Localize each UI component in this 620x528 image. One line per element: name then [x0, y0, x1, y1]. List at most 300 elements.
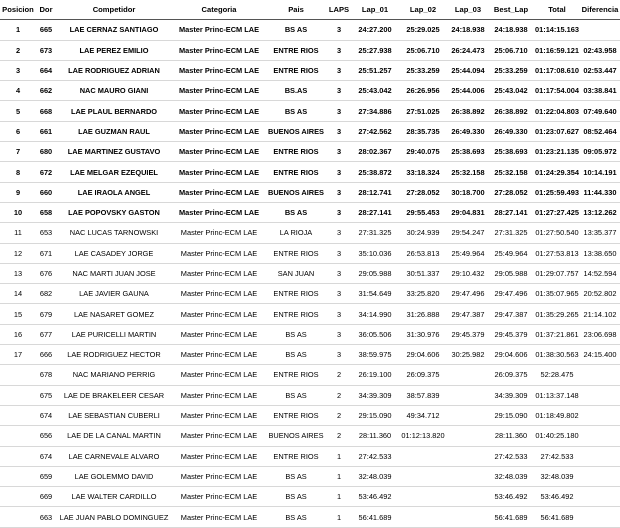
lap-01-cell: 25:27.938	[352, 40, 398, 60]
position-cell: 1	[0, 20, 36, 40]
lap-03-cell: 29:04.831	[448, 202, 488, 222]
category-cell: Master Princ-ECM LAE	[172, 324, 266, 344]
laps-cell: 3	[326, 101, 352, 121]
dorsal-cell: 661	[36, 121, 56, 141]
table-row	[0, 162, 620, 182]
position-cell	[0, 507, 36, 527]
header-laps: LAPS	[326, 0, 352, 20]
position-cell	[0, 405, 36, 425]
position-cell: 17	[0, 345, 36, 365]
lap-02-cell: 30:51.337	[398, 263, 448, 283]
lap-01-cell: 56:41.689	[352, 507, 398, 527]
laps-cell: 1	[326, 507, 352, 527]
position-cell: 9	[0, 182, 36, 202]
lap-01-cell: 26:19.100	[352, 365, 398, 385]
position-cell: 4	[0, 81, 36, 101]
table-row	[0, 365, 620, 385]
total-cell: 01:27:50.540	[534, 223, 580, 243]
country-cell: BS AS	[266, 20, 326, 40]
lap-03-cell: 29:47.387	[448, 304, 488, 324]
best-lap-cell: 34:39.309	[488, 385, 534, 405]
dorsal-cell: 658	[36, 202, 56, 222]
best-lap-cell: 25:33.259	[488, 60, 534, 80]
laps-cell: 3	[326, 142, 352, 162]
country-cell: BS AS	[266, 202, 326, 222]
difference-cell: 10:14.191	[580, 162, 620, 182]
position-cell	[0, 487, 36, 507]
laps-cell: 3	[326, 243, 352, 263]
lap-02-cell: 26:26.956	[398, 81, 448, 101]
header-competidor: Competidor	[56, 0, 172, 20]
position-cell: 6	[0, 121, 36, 141]
difference-cell: 09:05.972	[580, 142, 620, 162]
table-row	[0, 142, 620, 162]
country-cell: BUENOS AIRES	[266, 426, 326, 446]
lap-02-cell: 25:33.259	[398, 60, 448, 80]
difference-cell: 23:06.698	[580, 324, 620, 344]
country-cell: BS AS	[266, 324, 326, 344]
best-lap-cell: 26:38.892	[488, 101, 534, 121]
lap-03-cell	[448, 507, 488, 527]
laps-cell: 3	[326, 182, 352, 202]
category-cell: Master Princ-ECM LAE	[172, 385, 266, 405]
lap-02-cell: 27:51.025	[398, 101, 448, 121]
position-cell: 15	[0, 304, 36, 324]
difference-cell: 24:15.400	[580, 345, 620, 365]
competitor-cell: LAE WALTER CARDILLO	[56, 487, 172, 507]
country-cell: ENTRE RIOS	[266, 365, 326, 385]
table-row	[0, 263, 620, 283]
lap-01-cell: 34:14.990	[352, 304, 398, 324]
lap-02-cell: 30:24.939	[398, 223, 448, 243]
country-cell: BUENOS AIRES	[266, 121, 326, 141]
difference-cell	[580, 446, 620, 466]
difference-cell	[580, 385, 620, 405]
lap-03-cell: 26:24.473	[448, 40, 488, 60]
header-lap-02: Lap_02	[398, 0, 448, 20]
lap-01-cell: 24:27.200	[352, 20, 398, 40]
competitor-cell: LAE MARTINEZ GUSTAVO	[56, 142, 172, 162]
position-cell: 11	[0, 223, 36, 243]
total-cell: 01:35:07.965	[534, 284, 580, 304]
lap-01-cell: 28:02.367	[352, 142, 398, 162]
country-cell: ENTRE RIOS	[266, 243, 326, 263]
dorsal-cell: 678	[36, 365, 56, 385]
lap-02-cell: 49:34.712	[398, 405, 448, 425]
country-cell: ENTRE RIOS	[266, 446, 326, 466]
lap-02-cell: 26:53.813	[398, 243, 448, 263]
lap-01-cell: 27:42.562	[352, 121, 398, 141]
dorsal-cell: 675	[36, 385, 56, 405]
competitor-cell: LAE DE BRAKELEER CESAR	[56, 385, 172, 405]
lap-03-cell	[448, 466, 488, 486]
table-row	[0, 60, 620, 80]
category-cell: Master Princ-ECM LAE	[172, 60, 266, 80]
position-cell	[0, 365, 36, 385]
dorsal-cell: 660	[36, 182, 56, 202]
lap-03-cell: 29:10.432	[448, 263, 488, 283]
best-lap-cell: 28:27.141	[488, 202, 534, 222]
best-lap-cell: 56:41.689	[488, 507, 534, 527]
country-cell: ENTRE RIOS	[266, 142, 326, 162]
laps-cell: 3	[326, 121, 352, 141]
lap-03-cell: 25:49.964	[448, 243, 488, 263]
lap-02-cell: 25:29.025	[398, 20, 448, 40]
best-lap-cell: 25:49.964	[488, 243, 534, 263]
table-row	[0, 40, 620, 60]
lap-03-cell	[448, 405, 488, 425]
best-lap-cell: 27:28.052	[488, 182, 534, 202]
lap-03-cell: 29:47.496	[448, 284, 488, 304]
header-pais: Pais	[266, 0, 326, 20]
total-cell: 01:37:21.861	[534, 324, 580, 344]
best-lap-cell: 29:47.387	[488, 304, 534, 324]
position-cell: 5	[0, 101, 36, 121]
category-cell: Master Princ-ECM LAE	[172, 263, 266, 283]
category-cell: Master Princ-ECM LAE	[172, 121, 266, 141]
lap-03-cell	[448, 426, 488, 446]
dorsal-cell: 672	[36, 162, 56, 182]
table-row	[0, 507, 620, 527]
total-cell: 01:17:54.004	[534, 81, 580, 101]
laps-cell: 3	[326, 345, 352, 365]
lap-03-cell: 29:54.247	[448, 223, 488, 243]
best-lap-cell: 26:09.375	[488, 365, 534, 385]
competitor-cell: LAE CERNAZ SANTIAGO	[56, 20, 172, 40]
competitor-cell: LAE GOLEMMO DAVID	[56, 466, 172, 486]
category-cell: Master Princ-ECM LAE	[172, 446, 266, 466]
difference-cell: 02:53.447	[580, 60, 620, 80]
total-cell: 56:41.689	[534, 507, 580, 527]
table-row	[0, 202, 620, 222]
laps-cell: 3	[326, 20, 352, 40]
lap-02-cell: 33:18.324	[398, 162, 448, 182]
difference-cell: 13:12.262	[580, 202, 620, 222]
competitor-cell: LAE PURICELLI MARTIN	[56, 324, 172, 344]
category-cell: Master Princ-ECM LAE	[172, 182, 266, 202]
best-lap-cell: 53:46.492	[488, 487, 534, 507]
lap-02-cell: 31:26.888	[398, 304, 448, 324]
country-cell: ENTRE RIOS	[266, 40, 326, 60]
total-cell: 01:40:25.180	[534, 426, 580, 446]
category-cell: Master Princ-ECM LAE	[172, 40, 266, 60]
difference-cell	[580, 426, 620, 446]
lap-02-cell: 28:35.735	[398, 121, 448, 141]
total-cell: 01:18:49.802	[534, 405, 580, 425]
total-cell: 01:13:37.148	[534, 385, 580, 405]
country-cell: BS AS	[266, 101, 326, 121]
difference-cell	[580, 405, 620, 425]
position-cell	[0, 446, 36, 466]
difference-cell: 20:52.802	[580, 284, 620, 304]
table-row	[0, 446, 620, 466]
category-cell: Master Princ-ECM LAE	[172, 405, 266, 425]
lap-03-cell: 29:45.379	[448, 324, 488, 344]
position-cell	[0, 466, 36, 486]
dorsal-cell: 662	[36, 81, 56, 101]
lap-01-cell: 29:05.988	[352, 263, 398, 283]
best-lap-cell: 24:18.938	[488, 20, 534, 40]
table-row	[0, 20, 620, 40]
dorsal-cell: 677	[36, 324, 56, 344]
header-total: Total	[534, 0, 580, 20]
lap-02-cell	[398, 487, 448, 507]
total-cell: 01:14:15.163	[534, 20, 580, 40]
lap-01-cell: 25:43.042	[352, 81, 398, 101]
position-cell: 3	[0, 60, 36, 80]
lap-02-cell: 31:30.976	[398, 324, 448, 344]
laps-cell: 3	[326, 263, 352, 283]
difference-cell	[580, 20, 620, 40]
lap-03-cell	[448, 446, 488, 466]
header-best-lap: Best_Lap	[488, 0, 534, 20]
laps-cell: 1	[326, 446, 352, 466]
competitor-cell: LAE RODRIGUEZ HECTOR	[56, 345, 172, 365]
table-row	[0, 324, 620, 344]
dorsal-cell: 666	[36, 345, 56, 365]
category-cell: Master Princ-ECM LAE	[172, 101, 266, 121]
total-cell: 01:24:29.354	[534, 162, 580, 182]
table-row	[0, 284, 620, 304]
competitor-cell: NAC MARTI JUAN JOSE	[56, 263, 172, 283]
total-cell: 01:16:59.121	[534, 40, 580, 60]
table-row	[0, 304, 620, 324]
lap-01-cell: 27:34.886	[352, 101, 398, 121]
best-lap-cell: 25:38.693	[488, 142, 534, 162]
dorsal-cell: 679	[36, 304, 56, 324]
lap-01-cell: 28:27.141	[352, 202, 398, 222]
lap-03-cell: 25:38.693	[448, 142, 488, 162]
category-cell: Master Princ-ECM LAE	[172, 81, 266, 101]
competitor-cell: NAC MAURO GIANI	[56, 81, 172, 101]
best-lap-cell: 29:05.988	[488, 263, 534, 283]
table-row	[0, 405, 620, 425]
competitor-cell: NAC MARIANO PERRIG	[56, 365, 172, 385]
lap-02-cell: 29:55.453	[398, 202, 448, 222]
position-cell	[0, 385, 36, 405]
lap-02-cell	[398, 507, 448, 527]
table-row	[0, 487, 620, 507]
lap-02-cell	[398, 446, 448, 466]
total-cell: 01:29:07.757	[534, 263, 580, 283]
competitor-cell: LAE GUZMAN RAUL	[56, 121, 172, 141]
lap-02-cell: 27:28.052	[398, 182, 448, 202]
dorsal-cell: 673	[36, 40, 56, 60]
country-cell: LA RIOJA	[266, 223, 326, 243]
dorsal-cell: 671	[36, 243, 56, 263]
difference-cell: 13:35.377	[580, 223, 620, 243]
category-cell: Master Princ-ECM LAE	[172, 162, 266, 182]
dorsal-cell: 665	[36, 20, 56, 40]
competitor-cell: LAE DE LA CANAL MARTIN	[56, 426, 172, 446]
position-cell: 14	[0, 284, 36, 304]
table-row	[0, 243, 620, 263]
competitor-cell: LAE RODRIGUEZ ADRIAN	[56, 60, 172, 80]
position-cell	[0, 426, 36, 446]
total-cell: 01:38:30.563	[534, 345, 580, 365]
country-cell: BUENOS AIRES	[266, 182, 326, 202]
best-lap-cell: 29:15.090	[488, 405, 534, 425]
category-cell: Master Princ-ECM LAE	[172, 223, 266, 243]
category-cell: Master Princ-ECM LAE	[172, 243, 266, 263]
difference-cell	[580, 466, 620, 486]
country-cell: ENTRE RIOS	[266, 162, 326, 182]
table-row	[0, 101, 620, 121]
laps-cell: 3	[326, 223, 352, 243]
lap-02-cell: 26:09.375	[398, 365, 448, 385]
table-row	[0, 81, 620, 101]
lap-02-cell: 38:57.839	[398, 385, 448, 405]
competitor-cell: LAE MELGAR EZEQUIEL	[56, 162, 172, 182]
difference-cell	[580, 507, 620, 527]
table-row	[0, 426, 620, 446]
lap-03-cell	[448, 365, 488, 385]
total-cell: 27:42.533	[534, 446, 580, 466]
country-cell: ENTRE RIOS	[266, 60, 326, 80]
laps-cell: 3	[326, 40, 352, 60]
lap-01-cell: 27:42.533	[352, 446, 398, 466]
total-cell: 53:46.492	[534, 487, 580, 507]
competitor-cell: LAE SEBASTIAN CUBERLI	[56, 405, 172, 425]
table-row	[0, 121, 620, 141]
competitor-cell: LAE POPOVSKY GASTON	[56, 202, 172, 222]
lap-03-cell: 30:18.700	[448, 182, 488, 202]
lap-01-cell: 28:12.741	[352, 182, 398, 202]
total-cell: 01:23:21.135	[534, 142, 580, 162]
table-row	[0, 223, 620, 243]
header-row	[0, 0, 620, 20]
laps-cell: 2	[326, 365, 352, 385]
dorsal-cell: 656	[36, 426, 56, 446]
category-cell: Master Princ-ECM LAE	[172, 487, 266, 507]
lap-01-cell: 25:51.257	[352, 60, 398, 80]
dorsal-cell: 659	[36, 466, 56, 486]
category-cell: Master Princ-ECM LAE	[172, 466, 266, 486]
competitor-cell: LAE JAVIER GAUNA	[56, 284, 172, 304]
header-lap-01: Lap_01	[352, 0, 398, 20]
competitor-cell: LAE PEREZ EMILIO	[56, 40, 172, 60]
total-cell: 52:28.475	[534, 365, 580, 385]
total-cell: 01:22:04.803	[534, 101, 580, 121]
competitor-cell: NAC LUCAS TARNOWSKI	[56, 223, 172, 243]
best-lap-cell: 25:32.158	[488, 162, 534, 182]
lap-01-cell: 34:39.309	[352, 385, 398, 405]
difference-cell: 07:49.640	[580, 101, 620, 121]
difference-cell: 02:43.958	[580, 40, 620, 60]
laps-cell: 1	[326, 466, 352, 486]
dorsal-cell: 664	[36, 60, 56, 80]
header-posicion: Posicion	[0, 0, 36, 20]
total-cell: 32:48.039	[534, 466, 580, 486]
dorsal-cell: 676	[36, 263, 56, 283]
table-row	[0, 466, 620, 486]
total-cell: 01:35:29.265	[534, 304, 580, 324]
difference-cell: 11:44.330	[580, 182, 620, 202]
total-cell: 01:27:27.425	[534, 202, 580, 222]
lap-03-cell	[448, 487, 488, 507]
lap-03-cell: 25:32.158	[448, 162, 488, 182]
difference-cell: 08:52.464	[580, 121, 620, 141]
lap-03-cell: 26:38.892	[448, 101, 488, 121]
competitor-cell: LAE NASARET GOMEZ	[56, 304, 172, 324]
difference-cell: 14:52.594	[580, 263, 620, 283]
position-cell: 7	[0, 142, 36, 162]
competitor-cell: LAE IRAOLA ANGEL	[56, 182, 172, 202]
category-cell: Master Princ-ECM LAE	[172, 20, 266, 40]
laps-cell: 3	[326, 60, 352, 80]
country-cell: ENTRE RIOS	[266, 405, 326, 425]
lap-02-cell	[398, 466, 448, 486]
lap-03-cell: 24:18.938	[448, 20, 488, 40]
laps-cell: 3	[326, 81, 352, 101]
lap-01-cell: 25:38.872	[352, 162, 398, 182]
laps-cell: 2	[326, 426, 352, 446]
lap-01-cell: 38:59.975	[352, 345, 398, 365]
dorsal-cell: 668	[36, 101, 56, 121]
position-cell: 13	[0, 263, 36, 283]
best-lap-cell: 29:45.379	[488, 324, 534, 344]
results-body	[0, 20, 620, 527]
competitor-cell: LAE PLAUL BERNARDO	[56, 101, 172, 121]
difference-cell	[580, 487, 620, 507]
lap-02-cell: 29:04.606	[398, 345, 448, 365]
lap-01-cell: 53:46.492	[352, 487, 398, 507]
competitor-cell: LAE CARNEVALE ALVARO	[56, 446, 172, 466]
table-row	[0, 182, 620, 202]
category-cell: Master Princ-ECM LAE	[172, 345, 266, 365]
dorsal-cell: 680	[36, 142, 56, 162]
dorsal-cell: 669	[36, 487, 56, 507]
competitor-cell: LAE JUAN PABLO DOMINGUEZ	[56, 507, 172, 527]
difference-cell: 21:14.102	[580, 304, 620, 324]
header-diferencia: Diferencia	[580, 0, 620, 20]
laps-cell: 2	[326, 405, 352, 425]
total-cell: 01:23:07.627	[534, 121, 580, 141]
laps-cell: 3	[326, 162, 352, 182]
competitor-cell: LAE CASADEY JORGE	[56, 243, 172, 263]
best-lap-cell: 27:42.533	[488, 446, 534, 466]
best-lap-cell: 29:47.496	[488, 284, 534, 304]
position-cell: 2	[0, 40, 36, 60]
lap-02-cell: 01:12:13.820	[398, 426, 448, 446]
lap-01-cell: 28:11.360	[352, 426, 398, 446]
lap-03-cell: 30:25.982	[448, 345, 488, 365]
lap-01-cell: 32:48.039	[352, 466, 398, 486]
country-cell: BS AS	[266, 487, 326, 507]
laps-cell: 2	[326, 385, 352, 405]
country-cell: SAN JUAN	[266, 263, 326, 283]
lap-03-cell: 26:49.330	[448, 121, 488, 141]
country-cell: ENTRE RIOS	[266, 304, 326, 324]
category-cell: Master Princ-ECM LAE	[172, 304, 266, 324]
category-cell: Master Princ-ECM LAE	[172, 202, 266, 222]
country-cell: BS AS	[266, 345, 326, 365]
lap-03-cell: 25:44.094	[448, 60, 488, 80]
dorsal-cell: 682	[36, 284, 56, 304]
header-dor: Dor	[36, 0, 56, 20]
best-lap-cell: 25:06.710	[488, 40, 534, 60]
position-cell: 10	[0, 202, 36, 222]
total-cell: 01:25:59.493	[534, 182, 580, 202]
position-cell: 12	[0, 243, 36, 263]
header-lap-03: Lap_03	[448, 0, 488, 20]
difference-cell	[580, 365, 620, 385]
lap-02-cell: 25:06.710	[398, 40, 448, 60]
country-cell: BS AS	[266, 507, 326, 527]
lap-03-cell	[448, 385, 488, 405]
country-cell: BS AS	[266, 385, 326, 405]
best-lap-cell: 25:43.042	[488, 81, 534, 101]
